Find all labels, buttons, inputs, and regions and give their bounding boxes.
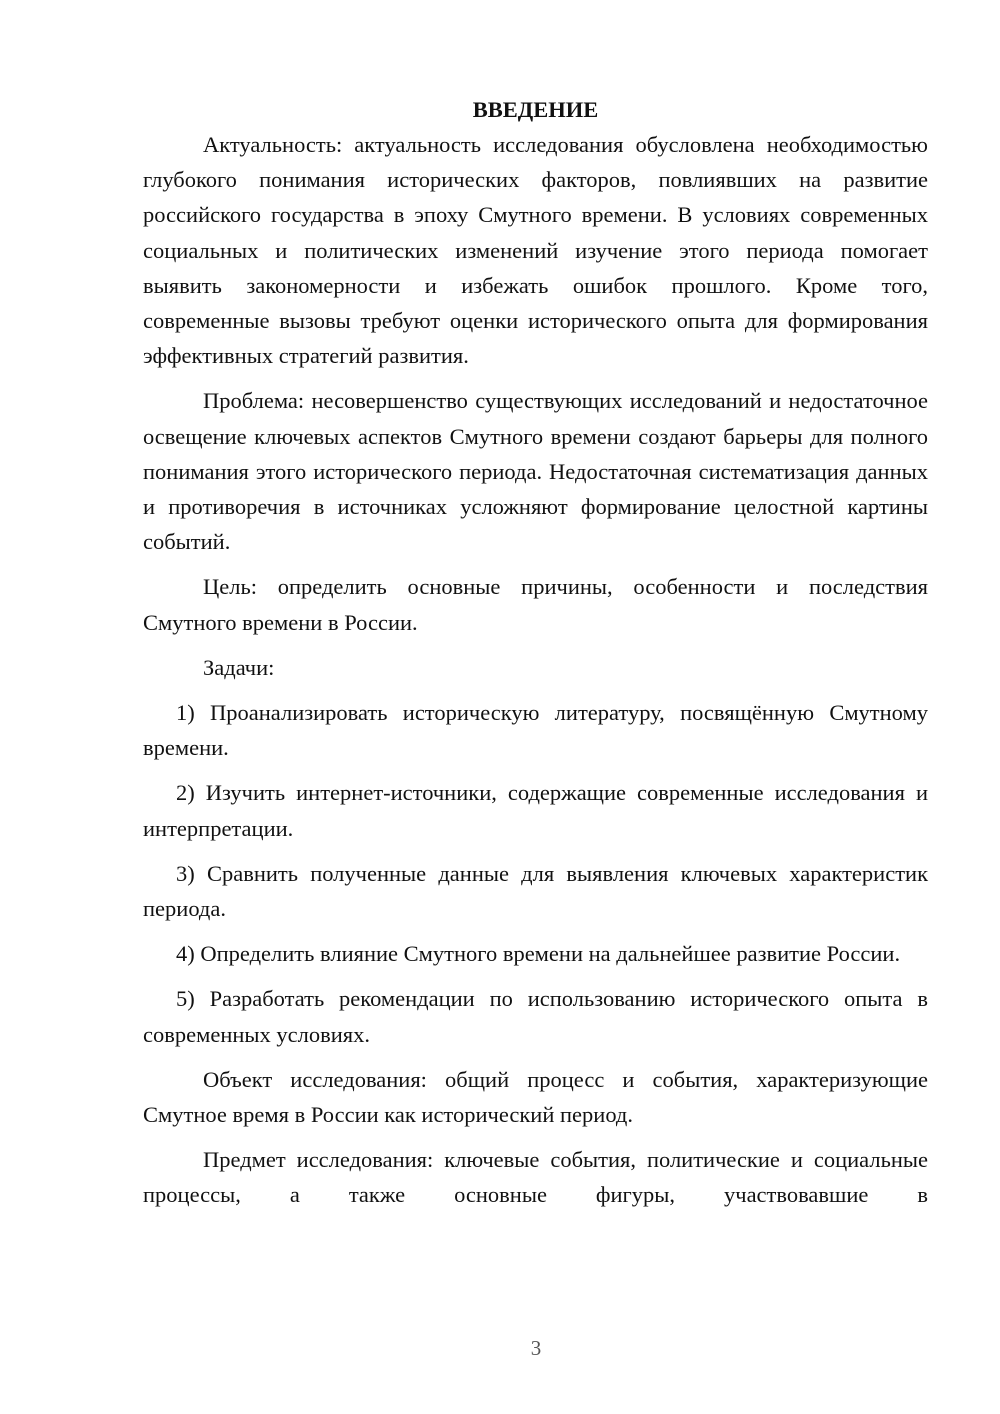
task-item-3: 3) Сравнить полученные данные для выявления ключевых характеристик периода. <box>143 860 928 922</box>
goal-paragraph: Цель: определить основные причины, особенности и последствия Смутного времени в России. <box>143 574 928 635</box>
task-item-4: 4) Определить влияние Смутного времени на дальнейшее развитие России. <box>176 941 901 967</box>
section-title: ВВЕДЕНИЕ <box>472 97 599 122</box>
subject-paragraph: Предмет исследования: ключевые события, политические и социальные процессы, а также основные фигуры, участвовавшие в <box>143 1147 928 1208</box>
tasks-heading: Задачи: <box>203 654 275 680</box>
relevance-paragraph: Актуальность: актуальность исследования обусловлена необходимостью глубокого понимания исторических факторов, повлиявших на развитие российского государства в эпоху Смутного времени. В условиях современных социальных и политических изменений изучение этого периода помогает выявить закономерности и избежать ошибок прошлого. Кроме того, современные вызовы требуют оценки исторического опыта для формирования эффективных стратегий развития. <box>143 132 928 369</box>
page-content <box>143 92 928 1213</box>
task-item-1: 1) Проанализировать историческую литературу, посвящённую Смутному времени. <box>143 700 928 761</box>
problem-paragraph: Проблема: несовершенство существующих исследований и недостаточное освещение ключевых аспектов Смутного времени создают барьеры для полного понимания этого исторического периода. Недостаточная систематизация данных и противоречия в источниках усложняют формирование целостной картины событий. <box>143 388 928 555</box>
task-item-2: 2) Изучить интернет-источники, содержащие современные исследования и интерпретации. <box>143 780 928 841</box>
object-paragraph: Объект исследования: общий процесс и события, характеризующие Смутное время в России как исторический период. <box>143 1066 928 1128</box>
task-item-5: 5) Разработать рекомендации по использованию исторического опыта в современных условиях. <box>143 986 928 1047</box>
page-number: 3 <box>530 1336 542 1360</box>
